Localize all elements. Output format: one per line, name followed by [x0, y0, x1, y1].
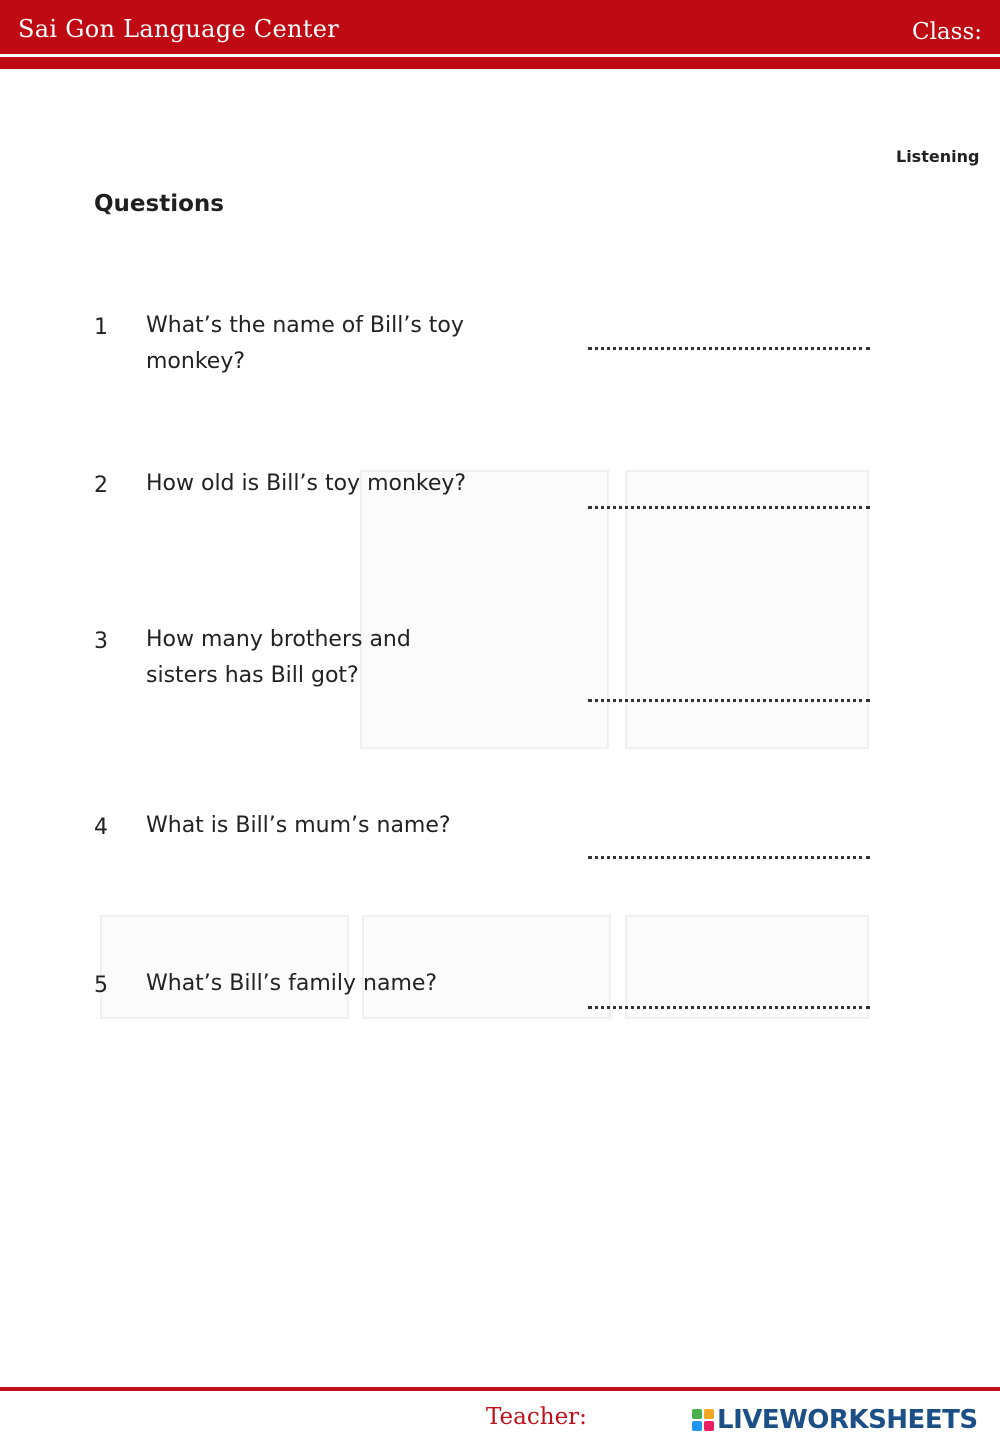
- answer-line[interactable]: [588, 699, 870, 702]
- question-text: What’s Bill’s family name?: [146, 971, 438, 996]
- questions-title: Questions: [94, 191, 224, 217]
- section-tag: Listening: [896, 147, 980, 166]
- question-text: What is Bill’s mum’s name?: [146, 813, 451, 838]
- question-number: 2: [94, 473, 108, 498]
- question-number: 3: [94, 629, 108, 654]
- answer-line[interactable]: [588, 506, 870, 509]
- question-number: 4: [94, 815, 108, 840]
- brand-link[interactable]: [692, 1405, 978, 1435]
- class-label: Class:: [911, 19, 982, 45]
- question-text: What’s the name of Bill’s toy monkey?: [146, 313, 464, 374]
- logo-square: [704, 1409, 714, 1419]
- answer-line[interactable]: [588, 1006, 870, 1009]
- ghost-panel: [360, 470, 609, 749]
- header-underline: [0, 57, 1000, 69]
- liveworksheets-logo-icon: [692, 1409, 714, 1431]
- ghost-panel: [625, 915, 869, 1019]
- question-number: 5: [94, 973, 108, 998]
- question-text: How old is Bill’s toy monkey?: [146, 471, 467, 496]
- footer-line: [0, 1387, 1000, 1391]
- answer-line[interactable]: [588, 347, 870, 350]
- logo-square: [704, 1421, 714, 1431]
- teacher-label: Teacher:: [486, 1404, 587, 1430]
- center-name: Sai Gon Language Center: [18, 15, 340, 43]
- question-number: 1: [94, 315, 108, 340]
- ghost-panel: [625, 470, 869, 749]
- answer-line[interactable]: [588, 856, 870, 859]
- logo-square: [692, 1409, 702, 1419]
- logo-square: [692, 1421, 702, 1431]
- brand-name: LIVEWORKSHEETS: [717, 1405, 978, 1435]
- question-text: How many brothers and sisters has Bill got?: [146, 627, 411, 688]
